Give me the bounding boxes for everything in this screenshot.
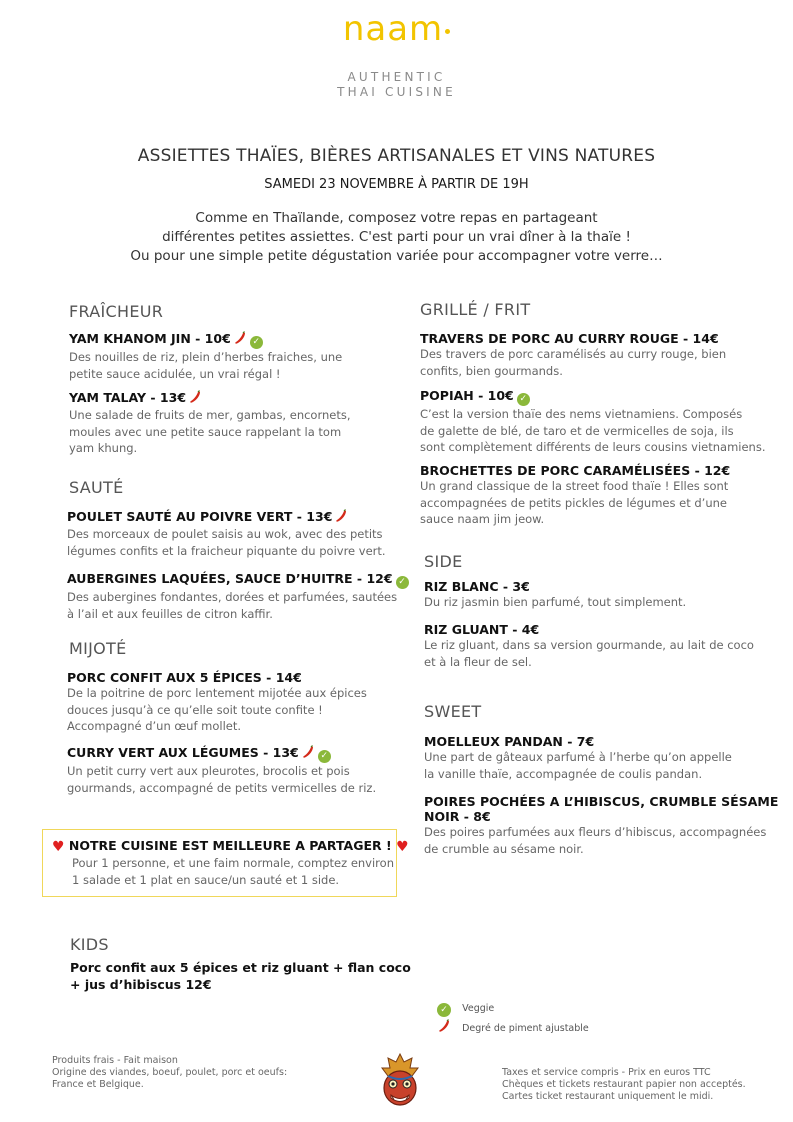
tip-title-text: NOTRE CUISINE EST MEILLEURE A PARTAGER ! <box>68 838 392 853</box>
menu-item-travers-de-porc <box>420 331 726 379</box>
section-title-saute: SAUTÉ <box>69 478 124 497</box>
item-desc-line-1: Du riz jasmin bien parfumé, tout simplement. <box>424 595 687 609</box>
item-desc-line-2: douces jusqu’à ce qu’elle soit toute confite ! <box>67 702 323 717</box>
section-title-mijote: MIJOTÉ <box>69 639 127 658</box>
item-desc-line-1: Une salade de fruits de mer, gambas, encornets, <box>69 408 351 422</box>
menu-item-title: MOELLEUX PANDAN - 7€ <box>424 734 595 749</box>
menu-item-yam-talay <box>69 390 351 457</box>
event-date: SAMEDI 23 NOVEMBRE À PARTIR DE 19H <box>264 177 529 192</box>
menu-item-title <box>69 390 351 407</box>
veggie-icon: ✓ <box>250 336 263 349</box>
menu-item-yam-khanom-jin <box>69 331 342 382</box>
menu-item-title <box>420 388 765 406</box>
menu-item-title <box>67 509 386 526</box>
item-desc-line-1: Des aubergines fondantes, dorées et parfumées, sautées <box>67 590 398 604</box>
intro-line-2: différentes petites assiettes. C'est parti pour un vrai dîner à la thaïe ! <box>162 229 631 245</box>
chili-icon <box>188 390 202 407</box>
tip-line-2: 1 salade et 1 plat en sauce/un sauté et 1 side. <box>72 872 340 887</box>
item-name: YAM KHANOM JIN - 10€ <box>69 331 231 346</box>
item-desc-line-2: à l’ail et aux feuilles de citron kaffir. <box>67 606 273 621</box>
chili-icon <box>233 331 247 348</box>
footer-left-line-1: Produits frais - Fait maison <box>52 1055 178 1066</box>
veggie-icon: ✓ <box>396 576 409 589</box>
tip-line-1: Pour 1 personne, et une faim normale, comptez environ <box>72 856 394 870</box>
menu-item-title: RIZ BLANC - 3€ <box>424 579 530 594</box>
footer-right <box>502 1067 746 1103</box>
veggie-icon: ✓ <box>517 393 530 406</box>
menu-item-aubergines <box>67 571 409 622</box>
item-desc-line-1: Des poires parfumées aux fleurs d’hibiscus, accompagnées <box>424 825 767 839</box>
chili-icon <box>334 509 348 526</box>
item-desc-line-2: petite sauce acidulée, un vrai régal ! <box>69 366 281 381</box>
item-desc-line-3: sauce naam jim jeow. <box>420 512 545 526</box>
menu-item-riz-blanc <box>424 579 686 611</box>
item-desc-line-2: la vanille thaïe, accompagnée de coulis pandan. <box>424 766 703 781</box>
item-desc-line-1: C’est la version thaïe des nems vietnamiens. Composés <box>420 407 743 421</box>
menu-item-poulet-saute <box>67 509 386 559</box>
item-name: AUBERGINES LAQUÉES, SAUCE D’HUITRE - 12€ <box>67 571 393 586</box>
intro-line-3: Ou pour une simple petite dégustation variée pour accompagner votre verre… <box>130 248 663 264</box>
menu-item-popiah <box>420 388 765 456</box>
veggie-icon: ✓ <box>318 750 331 763</box>
item-name: POPIAH - 10€ <box>420 388 514 403</box>
footer-left-line-2: Origine des viandes, boeuf, poulet, porc et oeufs: <box>52 1067 288 1078</box>
item-desc-line-2: de crumble au sésame noir. <box>424 841 584 856</box>
item-desc-line-1: Des morceaux de poulet saisis au wok, avec des petits <box>67 527 383 541</box>
footer-right-line-2: Chèques et tickets restaurant papier non acceptés. <box>502 1079 746 1090</box>
kids-line-1: Porc confit aux 5 épices et riz gluant + flan coco <box>70 960 411 975</box>
legend-veggie-label: Veggie <box>462 1003 495 1014</box>
footer-right-line-3: Cartes ticket restaurant uniquement le midi. <box>502 1091 714 1102</box>
item-desc-line-2: accompagnées de petits pickles de légumes et d’une <box>420 495 727 510</box>
intro-line-1: Comme en Thaïlande, composez votre repas en partageant <box>195 210 598 226</box>
footer-left <box>52 1055 287 1091</box>
item-desc-line-1: De la poitrine de porc lentement mijotée aux épices <box>67 686 367 700</box>
item-desc-line-2: confits, bien gourmands. <box>420 363 563 378</box>
section-title-fraicheur: FRAÎCHEUR <box>69 302 164 321</box>
page-headline: ASSIETTES THAÏES, BIÈRES ARTISANALES ET VINS NATURES <box>137 146 656 166</box>
menu-item-poires-pochees <box>424 794 778 857</box>
footer-right-line-1: Taxes et service compris - Prix en euros TTC <box>502 1067 711 1078</box>
menu-item-title <box>67 745 376 763</box>
item-desc-line-1: Un grand classique de la street food thaïe ! Elles sont <box>420 479 729 493</box>
tip-title <box>52 838 409 855</box>
menu-item-title: RIZ GLUANT - 4€ <box>424 622 540 637</box>
item-desc-line-1: Des travers de porc caramélisés au curry rouge, bien <box>420 347 727 361</box>
section-title-kids: KIDS <box>70 935 109 954</box>
menu-item-title <box>67 571 409 589</box>
item-name: CURRY VERT AUX LÉGUMES - 13€ <box>67 745 299 760</box>
item-desc-line-3: Accompagné d’un œuf mollet. <box>67 719 242 733</box>
menu-item-moelleux-pandan <box>424 734 732 782</box>
heart-icon: ♥ <box>396 839 409 855</box>
item-desc-line-2: légumes confits et la fraicheur piquante du poivre vert. <box>67 543 386 558</box>
item-desc-line-1: Des nouilles de riz, plein d’herbes fraiches, une <box>69 350 343 364</box>
item-desc-line-3: yam khung. <box>69 441 138 455</box>
heart-icon: ♥ <box>52 839 65 855</box>
veggie-icon: ✓ <box>437 1003 451 1017</box>
brand-tagline-2: THAI CUISINE <box>337 85 456 99</box>
section-title-side: SIDE <box>424 552 463 571</box>
menu-item-riz-gluant <box>424 622 754 670</box>
menu-item-title-line-1: POIRES POCHÉES A L’HIBISCUS, CRUMBLE SÉSAME <box>424 794 779 809</box>
brand-name: naam <box>342 9 444 49</box>
item-desc-line-2: moules avec une petite sauce rappelant la tom <box>69 424 342 439</box>
intro-text <box>0 209 793 266</box>
menu-item-title <box>69 331 342 349</box>
menu-item-title: TRAVERS DE PORC AU CURRY ROUGE - 14€ <box>420 331 719 346</box>
item-desc-line-2: gourmands, accompagné de petits vermicelles de riz. <box>67 780 377 795</box>
item-name: POULET SAUTÉ AU POIVRE VERT - 13€ <box>67 509 333 524</box>
menu-item-brochettes <box>420 463 730 528</box>
brand-logo <box>0 9 793 49</box>
logo-dot-icon <box>445 29 450 34</box>
kids-line-2: + jus d’hibiscus 12€ <box>70 977 212 992</box>
menu-item-title: BROCHETTES DE PORC CARAMÉLISÉES - 12€ <box>420 463 731 478</box>
item-desc-line-1: Une part de gâteaux parfumé à l’herbe qu’on appelle <box>424 750 732 764</box>
item-desc-line-1: Le riz gluant, dans sa version gourmande, au lait de coco <box>424 638 754 652</box>
item-desc-line-2: et à la fleur de sel. <box>424 654 532 669</box>
chili-icon <box>437 1018 451 1037</box>
menu-item-curry-vert <box>67 745 376 796</box>
mask-mascot-icon <box>378 1052 422 1114</box>
menu-item-title: PORC CONFIT AUX 5 ÉPICES - 14€ <box>67 670 302 685</box>
menu-item-porc-confit <box>67 670 367 735</box>
item-name: YAM TALAY - 13€ <box>69 390 187 405</box>
item-desc-line-3: sont complètement différents de leurs cousins vietnamiens. <box>420 440 766 454</box>
menu-item-title-line-2: NOIR - 8€ <box>424 809 491 824</box>
legend-chili-label: Degré de piment ajustable <box>462 1023 589 1034</box>
brand-tagline-1: AUTHENTIC <box>347 70 446 84</box>
item-desc-line-2: de galette de blé, de taro et de vermicelles de soja, ils <box>420 423 734 438</box>
legend-chili <box>437 1016 589 1037</box>
chili-icon <box>301 745 315 762</box>
sharing-tip <box>52 838 409 888</box>
section-title-grille: GRILLÉ / FRIT <box>420 300 531 319</box>
section-title-sweet: SWEET <box>424 702 482 721</box>
item-desc-line-1: Un petit curry vert aux pleurotes, brocolis et pois <box>67 764 350 778</box>
legend-veggie <box>437 996 494 1017</box>
footer-left-line-3: France et Belgique. <box>52 1079 144 1090</box>
kids-menu <box>70 959 411 993</box>
